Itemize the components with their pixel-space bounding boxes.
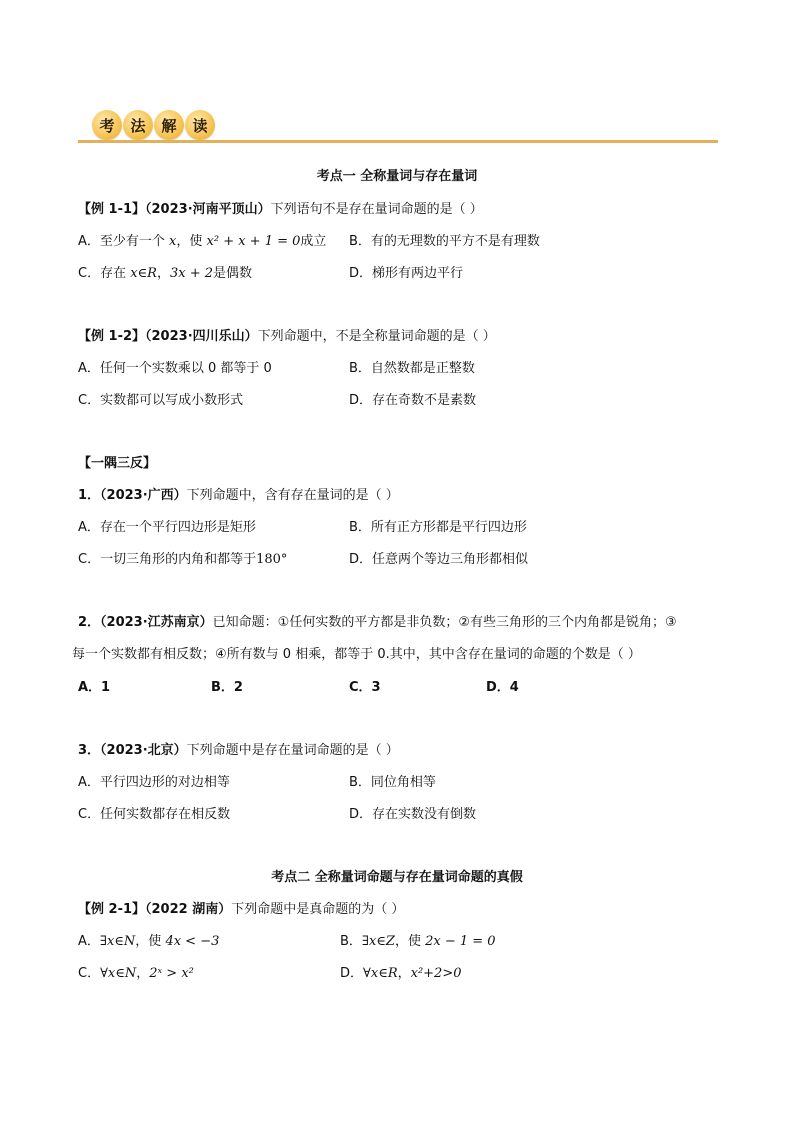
math-expression: 180° (256, 552, 288, 567)
option-b: B．自然数都是正整数 (349, 361, 475, 376)
math-expression: ∀x∈N (100, 966, 137, 981)
math-expression: 2x − 1 = 0 (425, 934, 496, 949)
question-source: （2022 湖南） (145, 902, 232, 917)
example-tag: 【例 2-1】 (78, 902, 146, 917)
question-2-stem-continued: 每一个实数都有相反数；④所有数与 0 相乘，都等于 0.其中，其中含存在量词的命题的个数是（ ） (72, 647, 641, 662)
header-char: 读 (185, 110, 215, 140)
example-1-2-stem (78, 325, 496, 344)
option-c: C．∀x∈N，2ˣ > x² (78, 966, 194, 981)
option-c: C．3 (349, 680, 381, 695)
option-c: C．实数都可以写成小数形式 (78, 393, 244, 408)
question-3-stem (78, 739, 399, 758)
option-d: D．∀x∈R，x²+2>0 (340, 966, 462, 981)
option-b: B．有的无理数的平方不是有理数 (349, 234, 540, 249)
option-b: B．所有正方形都是平行四边形 (349, 520, 527, 535)
header-char: 考 (92, 110, 122, 140)
section-2-title: 考点二 全称量词命题与存在量词命题的真假 (271, 870, 523, 885)
question-source: （2023·北京） (100, 743, 187, 758)
header-char: 法 (123, 110, 153, 140)
question-source: （2023·广西） (100, 488, 187, 503)
option-c: C．存在 x∈R，3x + 2是偶数 (78, 266, 253, 281)
practice-title: 【一隅三反】 (78, 456, 157, 471)
option-b: B．同位角相等 (349, 775, 436, 790)
option-d: D．梯形有两边平行 (349, 266, 464, 281)
math-expression: 4x < −3 (165, 934, 220, 949)
option-d: D．4 (486, 680, 519, 695)
question-text: 下列命题中，不是全称量词命题的是（ ） (257, 329, 496, 344)
option-a: A．至少有一个 x，使 x² + x + 1 = 0成立 (78, 234, 327, 249)
header-title (92, 110, 216, 140)
option-a: A．1 (78, 680, 111, 695)
option-a: A．存在一个平行四边形是矩形 (78, 520, 256, 535)
option-d: D．存在实数没有倒数 (349, 807, 477, 822)
example-2-1-stem (78, 898, 404, 917)
option-a: A．任何一个实数乘以 0 都等于 0 (78, 361, 272, 376)
example-1-1-stem (78, 198, 483, 217)
question-2-stem (78, 611, 677, 630)
math-expression: ∃x∈N (99, 934, 136, 949)
header-divider (78, 140, 718, 143)
header-char: 解 (154, 110, 184, 140)
option-b: B．2 (211, 680, 243, 695)
math-expression: ∃x∈Z (361, 934, 395, 949)
option-c: C．一切三角形的内角和都等于180° (78, 552, 288, 567)
math-expression: x² + x + 1 = 0 (206, 234, 301, 249)
option-a: A．∃x∈N，使 4x < −3 (78, 934, 220, 949)
math-expression: 3x + 2 (169, 266, 214, 281)
question-text: 下列命题中是存在量词命题的是（ ） (186, 743, 399, 758)
option-c: C．任何实数都存在相反数 (78, 807, 231, 822)
math-expression: x∈R (130, 266, 157, 281)
question-number: 1． (78, 488, 101, 503)
option-d: D．存在奇数不是素数 (349, 393, 477, 408)
option-a: A．平行四边形的对边相等 (78, 775, 230, 790)
section-header-banner (78, 108, 718, 146)
math-expression: 2ˣ > x² (149, 966, 194, 981)
question-text: 下列语句不是存在量词命题的是（ ） (270, 202, 483, 217)
question-1-stem (78, 484, 399, 503)
section-1-title: 考点一 全称量词与存在量词 (316, 169, 478, 184)
question-text: 下列命题中，含有存在量词的是（ ） (186, 488, 399, 503)
question-text: 下列命题中是真命题的为（ ） (231, 902, 405, 917)
question-source: （2023·江苏南京） (100, 615, 213, 630)
option-b: B．∃x∈Z，使 2x − 1 = 0 (340, 934, 496, 949)
example-tag: 【例 1-1】 (78, 202, 146, 217)
question-number: 3． (78, 743, 101, 758)
question-source: （2023·河南平顶山） (145, 202, 271, 217)
math-expression: ∀x∈R (363, 966, 398, 981)
question-text: 已知命题：①任何实数的平方都是非负数；②有些三角形的三个内角都是锐角；③ (212, 615, 677, 630)
example-tag: 【例 1-2】 (78, 329, 146, 344)
math-expression: x²+2>0 (410, 966, 462, 981)
option-d: D．任意两个等边三角形都相似 (349, 552, 529, 567)
question-number: 2． (78, 615, 101, 630)
question-source: （2023·四川乐山） (145, 329, 258, 344)
